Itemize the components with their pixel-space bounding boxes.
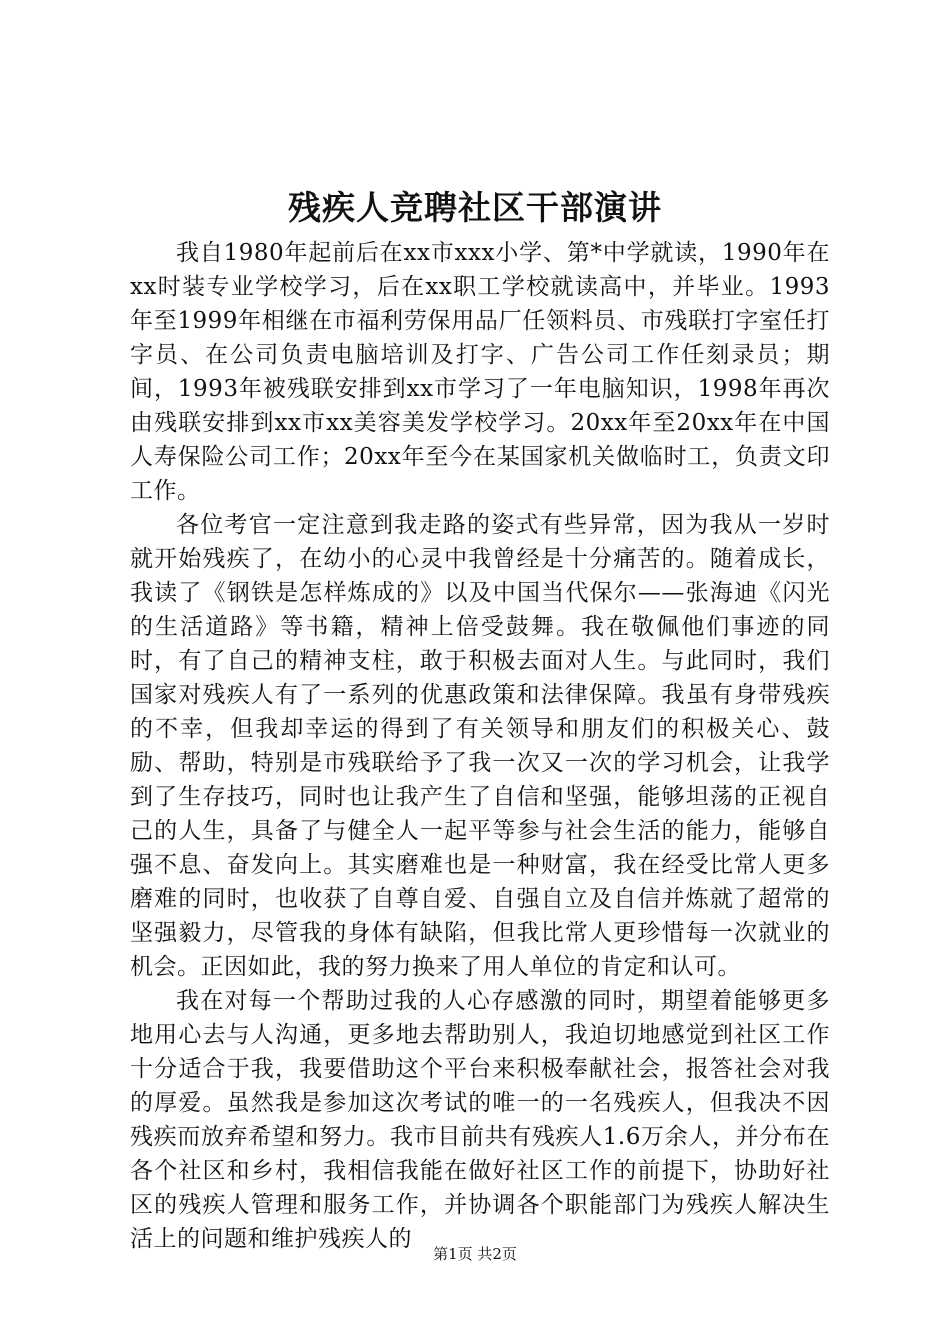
paragraph-1: 我自1980年起前后在xx市xxx小学、第*中学就读，1990年在xx时装专业学校学习，后在xx职工学校就读高中，并毕业。1993年至1999年相继在市福利劳保用品厂任领料员、市残联打字室任打字员、在公司负责电脑培训及打字、广告公司工作任刻录员；期间，1993年被残联安排到xx市学习了一年电脑知识，1998年再次由残联安排到xx市xx美容美发学校学习。20xx年至20xx年在中国人寿保险公司工作；20xx年至今在某国家机关做临时工，负责文印工作。 bbox=[130, 240, 830, 504]
paragraph-3: 我在对每一个帮助过我的人心存感激的同时，期望着能够更多地用心去与人沟通，更多地去帮助别人，我迫切地感觉到社区工作十分适合于我，我要借助这个平台来积极奉献社会，报答社会对我的厚爱。虽然我是参加这次考试的唯一的一名残疾人，但我决不因残疾而放弃希望和努力。我市目前共有残疾人1.6万余人，并分布在各个社区和乡村，我相信我能在做好社区工作的前提下，协助好社区的残疾人管理和服务工作，并协调各个职能部门为残疾人解决生活上的问题和维护残疾人的 bbox=[130, 988, 830, 1252]
document-title: 残疾人竞聘社区干部演讲 bbox=[288, 188, 662, 227]
document-body bbox=[130, 236, 830, 1256]
page-footer: 第1页 共2页 bbox=[433, 1245, 517, 1263]
paragraph-2: 各位考官一定注意到我走路的姿式有些异常，因为我从一岁时就开始残疾了，在幼小的心灵中我曾经是十分痛苦的。随着成长，我读了《钢铁是怎样炼成的》以及中国当代保尔——张海迪《闪光的生活道路》等书籍，精神上倍受鼓舞。我在敬佩他们事迹的同时，有了自己的精神支柱，敢于积极去面对人生。与此同时，我们国家对残疾人有了一系列的优惠政策和法律保障。我虽有身带残疾的不幸，但我却幸运的得到了有关领导和朋友们的积极关心、鼓励、帮助，特别是市残联给予了我一次又一次的学习机会，让我学到了生存技巧，同时也让我产生了自信和坚强，能够坦荡的正视自己的人生，具备了与健全人一起平等参与社会生活的能力，能够自强不息、奋发向上。其实磨难也是一种财富，我在经受比常人更多磨难的同时，也收获了自尊自爱、自强自立及自信并炼就了超常的坚强毅力，尽管我的身体有缺陷，但我比常人更珍惜每一次就业的机会。正因如此，我的努力换来了用人单位的肯定和认可。 bbox=[130, 512, 830, 980]
